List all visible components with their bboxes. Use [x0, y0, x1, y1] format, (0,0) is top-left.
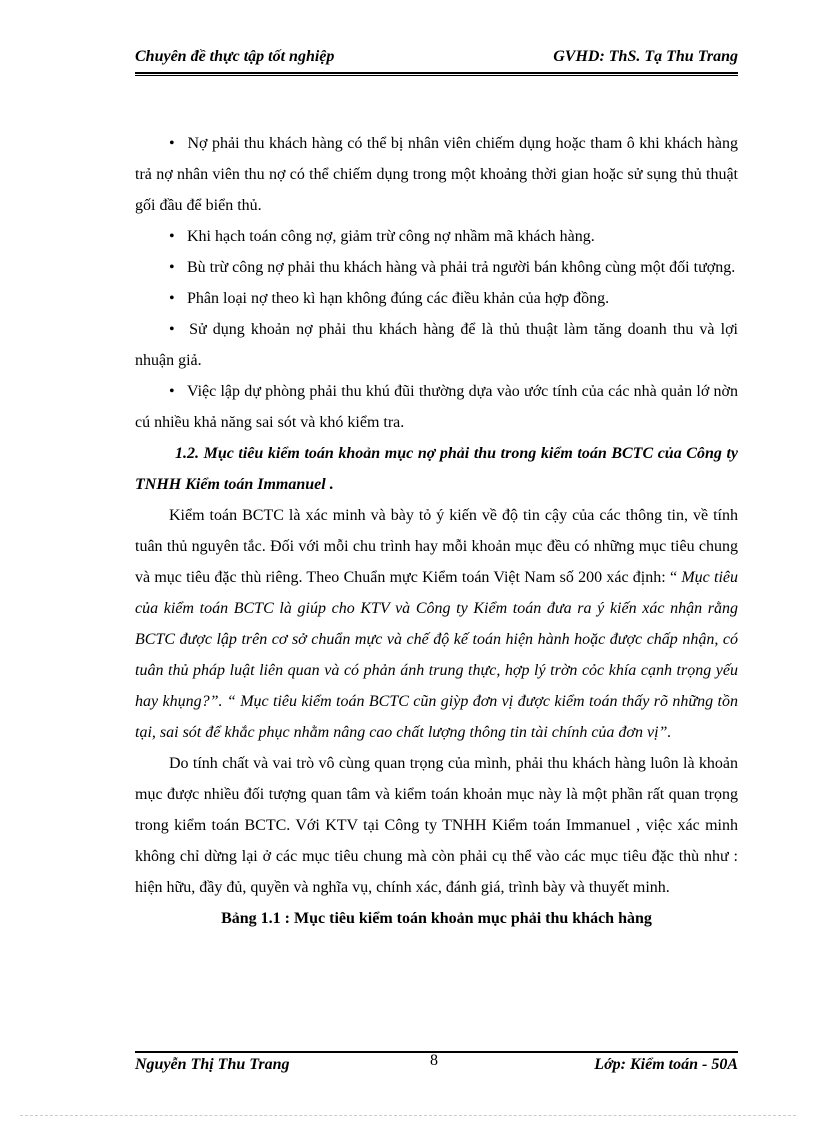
quote-standard: Mục tiêu của kiểm toán BCTC là giúp cho KTV và Công ty Kiểm toán đưa ra ý kiến xác nhận rằng BCTC được lập trên cơ sở chuẩn mực và chế độ kế toán hiện hành hoặc được chấp nhận, có tuân thủ pháp luật liên quan và có phản ánh trung thực, hợp lý trờn cỏc khía cạnh trọng yếu hay khụng?”. “ Mục tiêu kiểm toán BCTC cũn giỳp đơn vị được kiểm toán thấy rõ những tồn tại, sai sót để khắc phục nhằm nâng cao chất lượng thông tin tài chính của đơn vị”.: [135, 569, 739, 741]
bullet-item: • Nợ phải thu khách hàng có thể bị nhân viên chiếm dụng hoặc tham ô khi khách hàng trả nợ nhân viên thu nợ có thể chiếm dụng trong một khoảng thời gian hoặc sử sụng thủ thuật gối đầu để biển thủ.: [135, 128, 738, 221]
header-title: Chuyên đề thực tập tốt nghiệp: [135, 48, 335, 65]
bullet-item: • Bù trừ công nợ phải thu khách hàng và phải trả người bán không cùng một đối tượng.: [135, 252, 738, 283]
section-heading: 1.2. Mục tiêu kiểm toán khoản mục nợ phải thu trong kiểm toán BCTC của Công ty TNHH Kiểm toán Immanuel .: [135, 445, 738, 493]
bullet-icon: •: [169, 290, 175, 307]
paragraph-receivables: Do tính chất và vai trò vô cùng quan trọng của mình, phải thu khách hàng luôn là khoản mục được nhiều đối tượng quan tâm và kiểm toán khoản mục này là một phần rất quan trọng trong kiểm toán BCTC. Với KTV tại Công ty TNHH Kiểm toán Immanuel , việc xác minh không chỉ dừng lại ở các mục tiêu chung mà còn phải cụ thể vào các mục tiêu đặc thù như : hiện hữu, đầy đủ, quyền và nghĩa vụ, chính xác, đánh giá, trình bày và thuyết minh.: [135, 755, 738, 896]
page-footer: [135, 1054, 738, 1078]
bullet-icon: •: [169, 383, 175, 400]
bullet-icon: •: [169, 321, 175, 338]
table-caption: Bảng 1.1 : Mục tiêu kiểm toán khoản mục phải thu khách hàng: [221, 910, 652, 927]
header-rule: [135, 72, 738, 74]
paragraph-audit-objective: Kiểm toán BCTC là xác minh và bày tỏ ý kiến về độ tin cậy của các thông tin, về tính tuân thủ nguyên tắc. Đối với mỗi chu trình hay mỗi khoản mục đều có những mục tiêu chung và mục tiêu đặc thù riêng. Theo Chuẩn mực Kiểm toán Việt Nam số 200 xác định: “ Mục tiêu của kiểm toán BCTC là giúp cho KTV và Công ty Kiểm toán đưa ra ý kiến xác nhận rằng BCTC được lập trên cơ sở chuẩn mực và chế độ kế toán hiện hành hoặc được chấp nhận, có tuân thủ pháp luật liên quan và có phản ánh trung thực, hợp lý trờn cỏc khía cạnh trọng yếu hay khụng?”. “ Mục tiêu kiểm toán BCTC cũn giỳp đơn vị được kiểm toán thấy rõ những tồn tại, sai sót để khắc phục nhằm nâng cao chất lượng thông tin tài chính của đơn vị”.: [135, 507, 739, 741]
bullet-item: • Khi hạch toán công nợ, giảm trừ công nợ nhầm mã khách hàng.: [135, 221, 738, 252]
header-supervisor: GVHD: ThS. Tạ Thu Trang: [553, 48, 738, 65]
footer-author: Nguyễn Thị Thu Trang: [135, 1056, 290, 1073]
page-number: 8: [430, 1052, 438, 1069]
header-rule-thin: [135, 75, 738, 76]
bullet-item: • Sử dụng khoản nợ phải thu khách hàng để là thủ thuật làm tăng doanh thu và lợi nhuận giả.: [135, 314, 738, 376]
bullet-icon: •: [169, 135, 175, 152]
page-body: [135, 128, 738, 934]
bullet-item: • Phân loại nợ theo kì hạn không đúng các điều khản của hợp đồng.: [135, 283, 738, 314]
bullet-item: • Việc lập dự phòng phải thu khú đũi thường dựa vào ước tính của các nhà quản lớ nờn cú nhiều khả năng sai sót và khó kiểm tra.: [135, 376, 738, 438]
bullet-icon: •: [169, 259, 175, 276]
footer-class: Lớp: Kiểm toán - 50A: [594, 1056, 738, 1073]
page-header: [135, 48, 738, 72]
page-break-line: [20, 1115, 796, 1116]
bullet-icon: •: [169, 228, 175, 245]
